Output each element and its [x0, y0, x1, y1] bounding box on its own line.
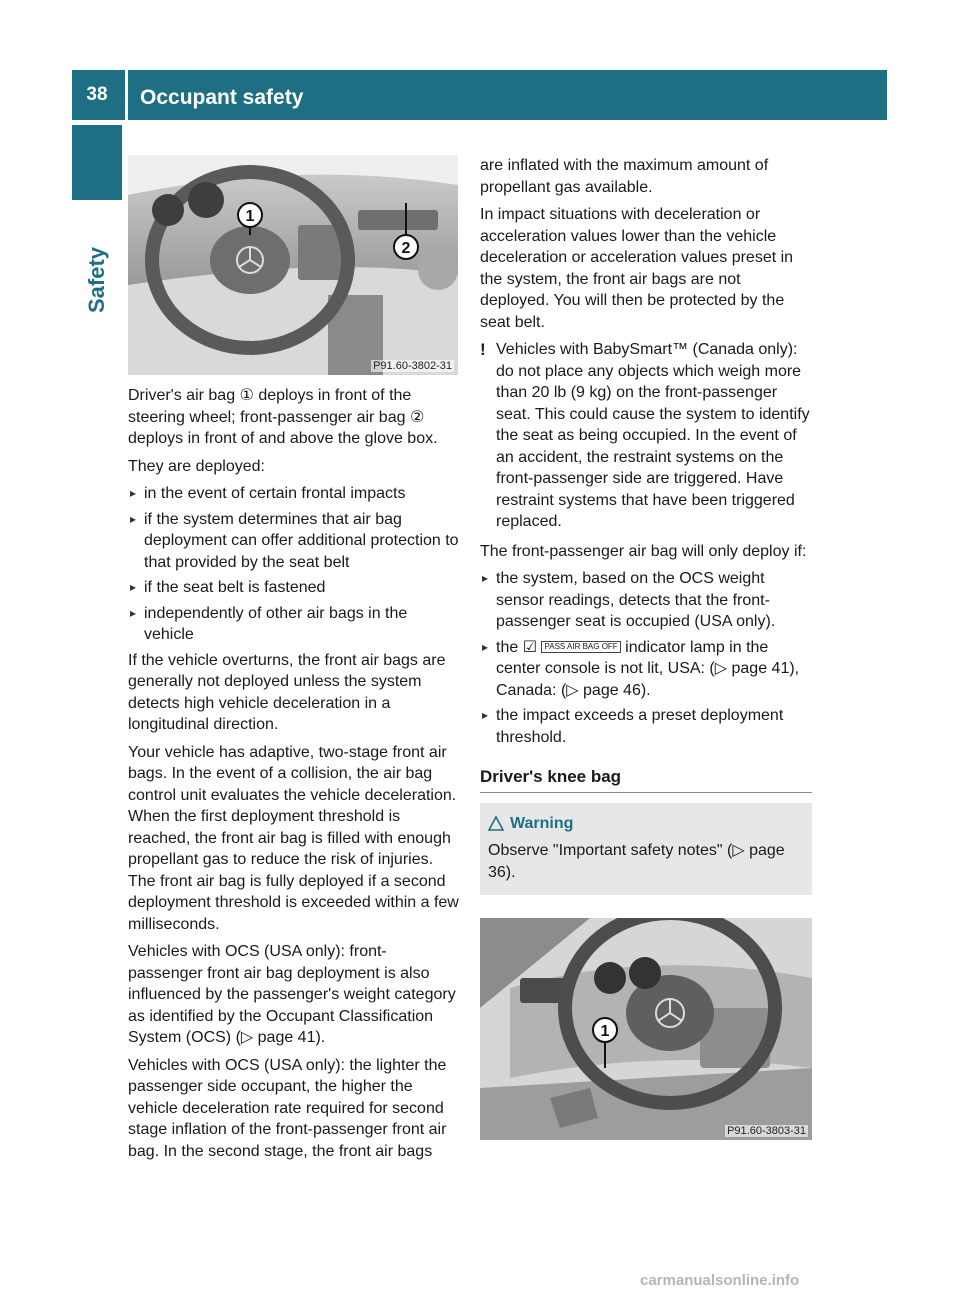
page-number: 38	[86, 84, 108, 105]
figure-callout-1: 1	[245, 208, 255, 225]
warning-triangle-icon	[488, 816, 504, 831]
list-item: ▸ the system, based on the OCS weight sensor readings, detects that the front-passenger seat is occupied (USA only).	[480, 568, 812, 633]
figure-callout-2: 2	[401, 240, 411, 257]
list-item: ▸ if the seat belt is fastened	[128, 577, 460, 599]
babysmart-note	[480, 339, 812, 533]
paragraph: If the vehicle overturns, the front air bags are generally not deployed unless the system detects high vehicle deceleration in a longitudinal direction.	[128, 651, 446, 733]
list-item: ▸ if the system determines that air bag deployment can offer additional protection to that provided by the seat belt	[128, 509, 460, 574]
dashboard-figure	[128, 155, 458, 375]
paragraph: Vehicles with OCS (USA only): front-passenger front air bag deployment is also influenced by the passenger's weight category as identified by the Occupant Classification System (OCS) (▷ page 41).	[128, 943, 456, 1046]
list-item: ▸ in the event of certain frontal impacts	[128, 483, 460, 505]
passenger-airbag-icon: ☑	[522, 638, 538, 656]
paragraph: Vehicles with OCS (USA only): the lighter the passenger side occupant, the higher the vehicle deceleration rate required for second stage inflation of the front-passenger front air bag. In the second stage, the front air bags	[128, 1056, 447, 1160]
callout-ref-1: ①	[239, 387, 254, 404]
header-divider	[125, 70, 128, 120]
page-title: Occupant safety	[140, 86, 304, 109]
right-column	[480, 155, 812, 911]
intro-paragraph: Driver's air bag ① deploys in front of the steering wheel; front-passenger air bag ② deploys in front of and above the glove box.	[128, 387, 438, 447]
note-text: Vehicles with BabySmart™ (Canada only): do not place any objects which weigh more than 20 lb (9 kg) on the front-passenger seat. This could cause the system to identify the seat as being occupied. In the event of an accident, the restraint systems on the front-passenger side are triggered. Have restraint systems that have been triggered replaced.	[496, 341, 810, 530]
deployed-label: They are deployed:	[128, 457, 265, 475]
callout-ref-2: ②	[409, 408, 425, 426]
section-tab	[72, 200, 122, 360]
section-tab-label: Safety	[84, 246, 110, 314]
list-item: ▸ the impact exceeds a preset deployment threshold.	[480, 705, 812, 748]
warning-text: Observe "Important safety notes" (▷ page 36).	[488, 842, 785, 881]
figure-ref-code: P91.60-3803-31	[727, 1125, 806, 1137]
side-block	[72, 125, 122, 200]
pass-airbag-off-indicator: PASS AIR BAG OFF	[541, 641, 620, 653]
list-item: ▸ independently of other air bags in the vehicle	[128, 603, 460, 646]
paragraph: Your vehicle has adaptive, two-stage front air bags. In the event of a collision, the air bag control unit evaluates the vehicle deceleration. When the first deployment threshold is reached, the front air bag is filled with enough propellant gas to reduce the risk of injuries. The front air bag is fully deployed if a second deployment threshold is exceeded within a few milliseconds.	[128, 743, 459, 933]
warning-box	[480, 803, 812, 896]
figure-ref-code: P91.60-3802-31	[373, 360, 452, 372]
knee-bag-illustration	[480, 918, 812, 1140]
paragraph: are inflated with the maximum amount of propellant gas available.	[480, 157, 769, 196]
figure-callout-1: 1	[600, 1023, 610, 1040]
left-column	[128, 385, 460, 1168]
section-heading: Driver's knee bag	[480, 766, 812, 793]
list-item: ▸ the ☑ PASS AIR BAG OFF indicator lamp in the center console is not lit, USA: (▷ page 41), Canada: (▷ page 46).	[480, 637, 812, 702]
deploy-intro: The front-passenger air bag will only deploy if:	[480, 542, 807, 560]
footer-watermark: carmanualsonline.info	[640, 1272, 800, 1289]
knee-bag-figure	[480, 918, 812, 1140]
warning-title: Warning	[510, 814, 574, 832]
paragraph: In impact situations with deceleration or acceleration values lower than the vehicle deceleration or acceleration values preset in the system, the front air bags are not deployed. You will then be protected by the seat belt.	[480, 206, 794, 331]
exclamation-icon: !	[480, 340, 486, 359]
dashboard-illustration	[128, 155, 458, 375]
